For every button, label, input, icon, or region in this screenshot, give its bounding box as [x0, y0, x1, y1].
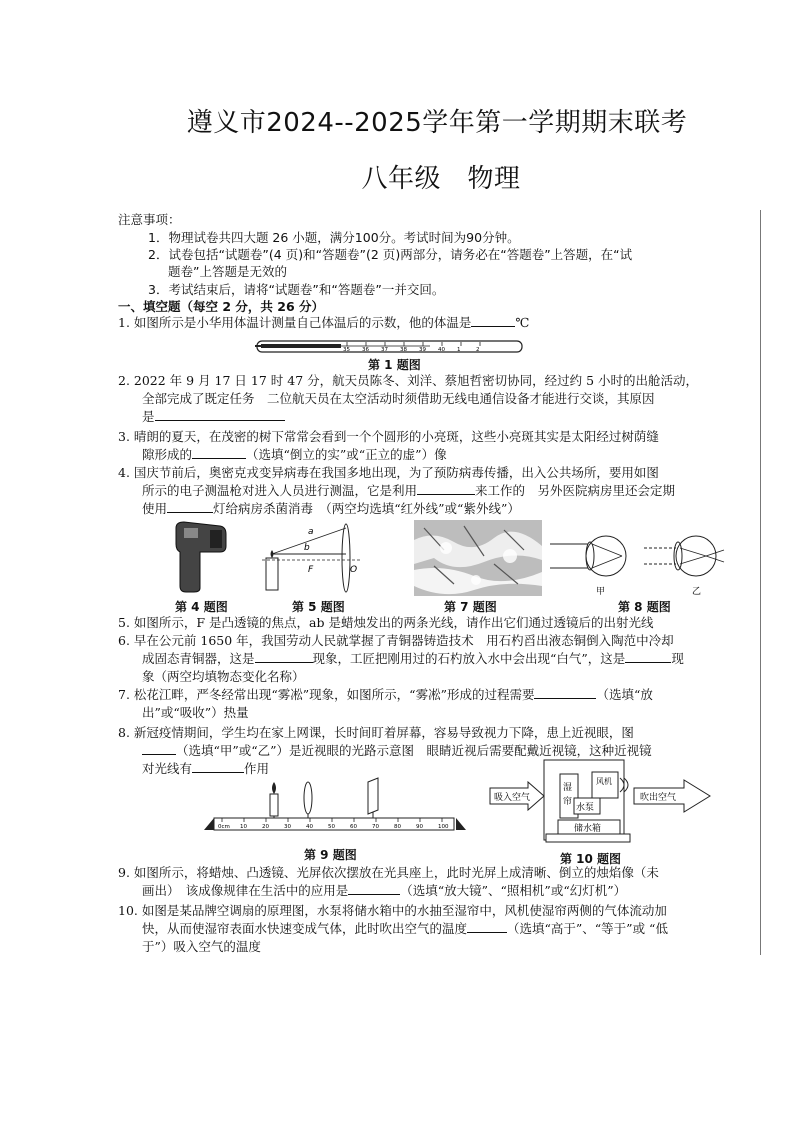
notice-item-1: 1．物理试卷共四大题 26 小题，满分100分。考试时间为90分钟。 [148, 230, 520, 245]
fig5-caption: 第 5 题图 [292, 600, 345, 614]
q7-line2: 出”或“吸收”）热量 [142, 705, 249, 720]
fig7-rime-photo [414, 520, 542, 596]
fig10-label-tank: 储水箱 [574, 824, 602, 834]
fig8-label-yi: 乙 [692, 587, 702, 596]
fig8-caption: 第 8 题图 [618, 600, 671, 614]
notice-item-2: 2．试卷包括“试题卷”(4 页)和“答题卷”(2 页)两部分，请务必在“答题卷”上答题，在“试 [148, 247, 633, 262]
q4-line1: 4. 国庆节前后，奥密克戎变异病毒在我国多地出现，为了预防病毒传播，出入公共场所，要用如图 [118, 465, 659, 480]
fig9-tick-label: 90 [416, 824, 423, 830]
fig9-tick-label: 80 [394, 824, 401, 830]
notice-item-3: 3．考试结束后，请将“试题卷”和“答题卷”一并交回。 [148, 282, 445, 297]
q2-line1: 2. 2022 年 9 月 17 日 17 时 47 分，航天员陈冬、刘洋、蔡旭哲密切协同，经过约 5 小时的出舱活动， [118, 373, 699, 388]
fig7-caption: 第 7 题图 [444, 600, 497, 614]
q7-blank [534, 686, 596, 699]
fig1-thermometer [255, 334, 525, 358]
fig1-caption: 第 1 题图 [368, 358, 421, 372]
fig5-label-f: F [308, 565, 314, 575]
fig1-tick-label: 36 [362, 347, 369, 353]
fig1-tick-label: 40 [438, 347, 445, 353]
q6-line2: 成固态青铜器，这是 现象，工匠把刚用过的石杓放入水中会出现“白气”，这是 现 [142, 651, 684, 666]
q7-line1: 7. 松花江畔，严冬经常出现“雾凇”现象，如图所示，“雾凇”形成的过程需要 （选填“放 [118, 687, 653, 702]
q2-line2: 全部完成了既定任务 二位航天员在太空活动时须借助无线电通信设备才能进行交谈，其原因 [142, 391, 655, 406]
q6-line3: 象（两空均填物态变化名称） [142, 669, 305, 684]
fig5-label-a: a [308, 527, 314, 537]
q6-blank-1 [255, 650, 313, 663]
fig1-tick-label: 1 [457, 347, 461, 353]
fig9-tick-label: 100 [438, 824, 449, 830]
fig4-caption: 第 4 题图 [175, 600, 228, 614]
fig10-label-curtain: 湿 [563, 783, 573, 793]
fig10-caption: 第 10 题图 [560, 852, 622, 866]
fig10-fan-diagram [488, 758, 714, 850]
q6-blank-2 [625, 650, 671, 663]
exam-title: 遵义市2024--2025学年第一学期期末联考 [186, 108, 688, 138]
fig8-label-jia: 甲 [596, 587, 606, 596]
fig1-tick-label: 35 [343, 347, 350, 353]
fig10-label-in: 吸入空气 [494, 793, 531, 803]
q9-line1: 9. 如图所示，将蜡烛、凸透镜、光屏依次摆放在光具座上，此时光屏上成清晰、倒立的烛焰像（未 [118, 865, 659, 880]
fig9-caption: 第 9 题图 [304, 848, 357, 862]
q2-line3: 是 [142, 408, 285, 426]
notice-heading: 注意事项： [118, 212, 181, 227]
q6-line1: 6. 早在公元前 1650 年，我国劳动人民就掌握了青铜器铸造技术 用石杓舀出液态铜倒入陶范中冷却 [118, 633, 674, 648]
exam-subtitle: 八年级 物理 [361, 164, 521, 194]
fig10-label-fan: 风机 [596, 777, 612, 786]
fig10-label-out: 吹出空气 [640, 793, 677, 803]
fig10-label-pump: 水泵 [576, 803, 595, 813]
section-heading: 一、填空题（每空 2 分，共 26 分） [118, 299, 325, 314]
q4-line3: 使用 灯给病房杀菌消毒 （两空均选填“红外线”或“紫外线”） [142, 501, 520, 516]
q1-text: 1. 如图所示是小华用体温计测量自己体温后的示数，他的体温是 ℃ [118, 315, 530, 330]
margin-rule [760, 210, 761, 955]
q10-blank [467, 920, 507, 933]
q9-blank [348, 882, 400, 895]
fig1-tick-label: 2 [476, 347, 480, 353]
q4-blank-2 [167, 500, 213, 513]
q3-blank [192, 446, 246, 459]
q10-line2: 快，从而使湿帘表面水快速变成气体，此时吹出空气的温度 （选填“高于”、“等于”或 “低 [142, 921, 668, 936]
fig9-tick-label: 40 [306, 824, 313, 830]
q8-line1: 8. 新冠疫情期间，学生均在家上网课，长时间盯着屏幕，容易导致视力下降，患上近视眼，图 [118, 725, 634, 740]
q3-line1: 3. 晴朗的夏天，在茂密的树下常常会看到一个个圆形的小亮斑，这些小亮斑其实是太阳经过树荫缝 [118, 429, 659, 444]
q8-blank-1 [142, 742, 176, 755]
q1-blank [471, 314, 515, 327]
q2-blank [155, 408, 285, 421]
q10-line1: 10. 如图是某品牌空调扇的原理图，水泵将储水箱中的水抽至湿帘中，风机使湿帘两侧的气体流动加 [118, 903, 667, 918]
q5-line1: 5. 如图所示，F 是凸透镜的焦点，ab 是蜡烛发出的两条光线，请作出它们通过透镜后的出射光线 [118, 615, 654, 630]
fig8-eye-diagrams [548, 522, 730, 596]
fig1-tick-label: 39 [419, 347, 426, 353]
fig5-lens-diagram [262, 520, 362, 596]
q10-line3: 于”）吸入空气的温度 [142, 939, 261, 954]
fig1-tick-label: 38 [400, 347, 407, 353]
fig9-optical-bench [200, 760, 470, 842]
fig9-tick-label: 60 [350, 824, 357, 830]
q8-line2: （选填“甲”或“乙”）是近视眼的光路示意图 眼睛近视后需要配戴近视镜，这种近视镜 [142, 742, 652, 760]
q9-line2: 画出） 该成像规律在生活中的应用是 （选填“放大镜”、“照相机”或“幻灯机”） [142, 883, 627, 898]
fig9-tick-label: 30 [284, 824, 291, 830]
fig5-label-b: b [304, 543, 310, 553]
fig9-tick-label: 10 [240, 824, 247, 830]
fig9-tick-label: 0cm [218, 824, 230, 830]
q4-line2: 所示的电子测温枪对进入人员进行测温，它是利用 来工作的 另外医院病房里还会定期 [142, 483, 676, 498]
fig5-label-o: O [350, 565, 358, 575]
notice-item-2-cont: 题卷”上答题是无效的 [168, 264, 287, 279]
q8-line3: 对光线有 作用 [142, 761, 270, 776]
fig4-thermometer-gun [170, 520, 230, 595]
q3-line2: 隙形成的 （选填“倒立的实”或“正立的虚”）像 [142, 447, 447, 462]
fig9-tick-label: 20 [262, 824, 269, 830]
svg-text:帘: 帘 [563, 797, 573, 807]
q4-blank-1 [417, 482, 475, 495]
fig9-tick-label: 50 [328, 824, 335, 830]
fig1-tick-label: 37 [381, 347, 388, 353]
fig9-tick-label: 70 [372, 824, 379, 830]
